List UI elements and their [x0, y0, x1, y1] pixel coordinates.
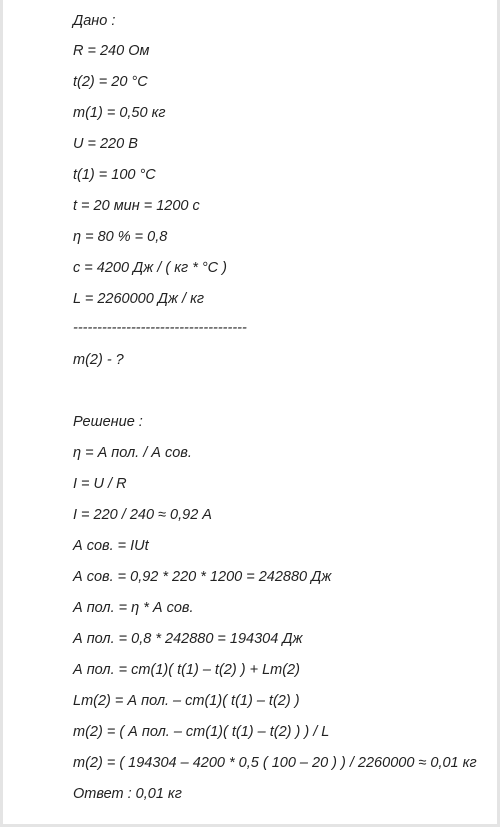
solution-step: m(2) = ( 194304 – 4200 * 0,5 ( 100 – 20 ) ) / 2260000 ≈ 0,01 кг [73, 755, 477, 771]
given-time: t = 20 мин = 1200 с [73, 198, 200, 214]
solution-step: m(2) = ( А пол. – cm(1)( t(1) – t(2) ) ) / L [73, 724, 330, 740]
answer-line: Ответ : 0,01 кг [73, 786, 182, 802]
given-heading: Дано : [73, 13, 116, 29]
solution-step: А пол. = cm(1)( t(1) – t(2) ) + Lm(2) [73, 662, 300, 678]
solution-step: А сов. = IUt [73, 538, 149, 554]
given-efficiency: η = 80 % = 0,8 [73, 229, 168, 245]
solution-heading: Решение : [73, 414, 143, 430]
given-temperature-1: t(1) = 100 °C [73, 167, 156, 183]
given-voltage: U = 220 В [73, 136, 138, 152]
solution-step: I = 220 / 240 ≈ 0,92 А [73, 507, 212, 523]
solution-step: Lm(2) = А пол. – cm(1)( t(1) – t(2) ) [73, 693, 300, 709]
find-quantity: m(2) - ? [73, 352, 124, 368]
given-resistance: R = 240 Ом [73, 43, 150, 59]
solution-step: I = U / R [73, 476, 127, 492]
solution-step: η = А пол. / А сов. [73, 445, 192, 461]
given-latent-heat: L = 2260000 Дж / кг [73, 291, 205, 307]
solution-step: А пол. = η * А сов. [73, 600, 194, 616]
given-mass-1: m(1) = 0,50 кг [73, 105, 166, 121]
separator-line: ------------------------------------ [73, 320, 247, 336]
solution-step: А сов. = 0,92 * 220 * 1200 = 242880 Дж [73, 569, 332, 585]
given-specific-heat: c = 4200 Дж / ( кг * °С ) [73, 260, 228, 276]
given-temperature-2: t(2) = 20 °C [73, 74, 148, 90]
solution-step: А пол. = 0,8 * 242880 = 194304 Дж [73, 631, 303, 647]
